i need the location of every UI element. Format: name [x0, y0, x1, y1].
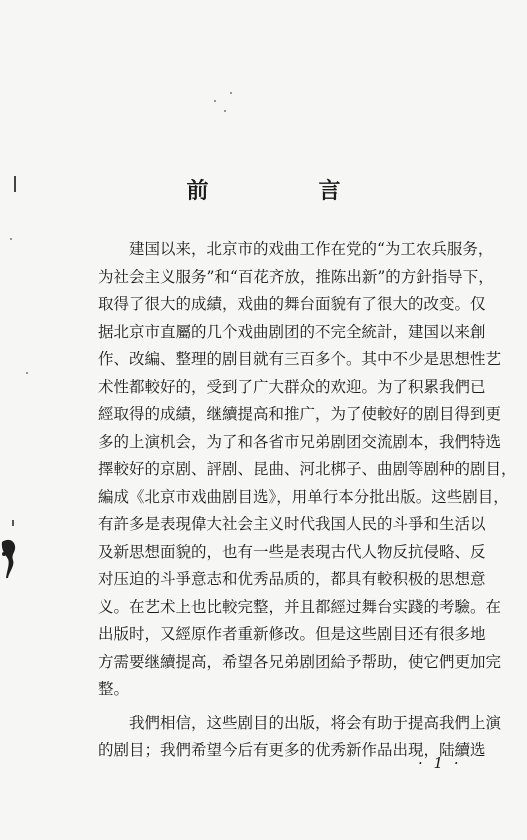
text-line: 对压迫的斗爭意志和优秀品质的，都具有較积极的思想意	[98, 570, 486, 588]
paragraph-1	[98, 236, 517, 704]
page-title: 前 言	[186, 178, 385, 204]
text-line: 及新思想面貌的，也有一些是表現古代人物反抗侵略、反	[98, 542, 486, 561]
text-line: 擇較好的京剧、評剧、昆曲、河北梆子、曲剧等剧种的剧目，	[98, 460, 517, 478]
paper-speck	[26, 372, 28, 374]
paper-speck	[10, 238, 12, 240]
text-line: 建国以来，北京市的戏曲工作在党的“为工农兵服务，	[129, 240, 494, 258]
text-line: 为社会主义服务”和“百花齐放，推陈出新”的方針指导下，	[98, 267, 494, 286]
text-line: 有許多是表現偉大社会主义时代我国人民的斗爭和生活以	[98, 515, 486, 533]
text-line: 我們相信，这些剧目的出版，将会有助于提高我們上演	[129, 713, 502, 732]
page-number: · 1 ·	[418, 754, 462, 772]
text-line: 編成《北京市戏曲剧目选》，用单行本分批出版。这些剧目，	[98, 487, 509, 506]
text-line: 出版时，又經原作者重新修改。但是这些剧目还有很多地	[98, 625, 486, 643]
paper-speck	[230, 92, 232, 94]
ink-blot	[0, 534, 18, 578]
text-line: 取得了很大的成績，戏曲的舞台面貌有了很大的改变。仅	[98, 295, 486, 313]
text-line: 多的上演机会，为了和各省市兄弟剧团交流剧本，我們特选	[98, 432, 502, 451]
paper-speck	[214, 100, 216, 102]
text-line: 方需要继續提高，希望各兄弟剧团給予帮助，使它們更加完	[98, 652, 502, 671]
text-line: 义。在艺术上也比較完整，并且都經过舞台实踐的考驗。在	[98, 597, 502, 616]
text-line: 据北京市直屬的几个戏曲剧团的不完全統計，建国以来創	[98, 322, 486, 341]
text-line: 整。	[98, 680, 130, 698]
margin-mark	[12, 520, 14, 526]
preface-body	[98, 236, 517, 765]
paper-speck	[224, 110, 226, 112]
text-line: 术性都較好的，受到了广大群众的欢迎。为了积累我們已	[98, 377, 486, 396]
text-line: 經取得的成績，继續提高和推广，为了使較好的剧目得到更	[98, 405, 502, 423]
text-line: 作、改編、整理的剧目就有三百多个。其中不少是思想性艺	[98, 350, 502, 368]
text-line: 的剧目；我們希望今后有更多的优秀新作品出現，陆續选	[98, 741, 486, 759]
